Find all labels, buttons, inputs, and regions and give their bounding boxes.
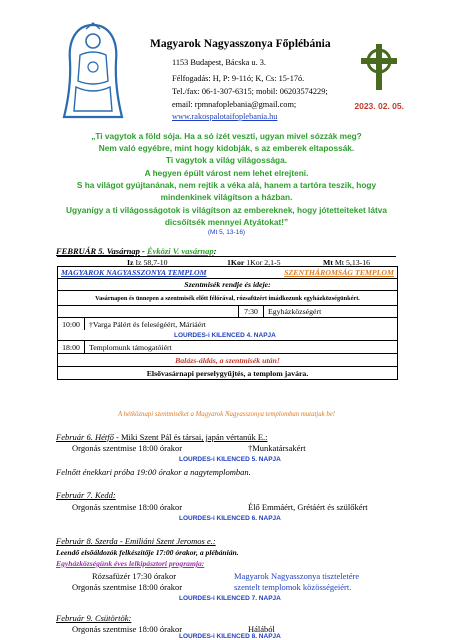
office-hours: Félfogadás: H, P: 9-11ó; K, Cs: 15-17ó. [172, 74, 305, 83]
sunday-heading: FEBRUÁR 5. Vasárnap - Évközi V. vasárnap: [56, 246, 217, 256]
mass-line: Orgonás szentmise 18:00 órakor [72, 582, 183, 592]
church-right: SZENTHÁROMSÁG TEMPLOM [284, 268, 394, 277]
website-link[interactable]: www.rakospalotaifoplebania.hu [172, 112, 278, 121]
madonna-logo-icon [58, 21, 128, 121]
weekday-note: A hétköznapi szentmiséket a Magyarok Nagyasszonya templomban mutatjuk be! [117, 411, 336, 418]
mass-line: Orgonás szentmise 18:00 órakor [72, 624, 183, 634]
quote-reference: (Mt 5, 13-16) [207, 229, 246, 236]
mass-intention: Hálából [248, 624, 275, 634]
quote-line: Nem való egyébre, mint hogy kidobják, s az emberek eltapossák. [98, 143, 355, 153]
novena-label: LOURDES-i KILENCED 4. NAPJA [174, 331, 276, 339]
quote-line: Ti vagytok a világ világossága. [165, 155, 288, 165]
phone: Tel./fax: 06-1-307-6315; mobil: 06203574229; [172, 87, 328, 96]
mass-intention: szentelt templomok közösségeiért. [234, 582, 352, 592]
quote-line: dicsőítsék mennyei Atyátokat!” [164, 217, 289, 227]
sunday-schedule-table [57, 266, 398, 380]
quote-line: „Ti vagytok a föld sója. Ha a só ízét veszti, ugyan mivel sózzák meg? [91, 131, 362, 141]
day-heading-tuesday: Február 7. Kedd: [56, 490, 116, 500]
day-heading-thursday: Február 9. Csütörtök: [56, 613, 132, 623]
novena-label: LOURDES-i KILENCED 6. NAPJA [179, 515, 281, 522]
mass-intention: Élő Emmáért, Grétáért és szülőkért [248, 502, 368, 512]
novena-label: LOURDES-i KILENCED 7. NAPJA [179, 595, 281, 602]
choir-note: Felnőtt énekkari próba 19:00 órakor a nagytemplomban. [56, 467, 251, 477]
collection-note: Elsővasárnapi perselygyűjtés, a templom javára. [146, 368, 309, 378]
first-communion-note: Leendő elsőáldozók felkészítője 17:00 órakor, a plébánián. [56, 548, 239, 557]
quote-line: Ugyanígy a ti világosságotok is világítson az embereknek, hogy jótetteiteket látva [66, 205, 387, 215]
mass-line: Orgonás szentmise 18:00 órakor [72, 443, 183, 453]
program-heading: Egyházközségünk éves lelkipásztori programja: [56, 559, 205, 568]
readings-row: Iz Iz 58,7-10 1Kor 1Kor 2,1-5 Mt Mt 5,13-16 [57, 256, 396, 257]
mass-order-title: Szentmisék rendje és ideje: [184, 280, 271, 289]
mass-intention: †Varga Pálért és feleségéért, Máriáért [89, 319, 206, 329]
mass-intention: †Munkatársakért [248, 443, 306, 453]
day-heading-monday: Február 6. Hétfő - Miki Szent Pál és társai, japán vértanúk E.: [56, 432, 268, 442]
mass-intention: Magyarok Nagyasszonya tiszteletére [234, 571, 360, 581]
quote-line: mindenkinek világítson a házban. [160, 192, 293, 202]
quote-line: A hegyen épült várost nem lehet elrejteni. [144, 168, 309, 178]
celtic-cross-icon [357, 42, 401, 92]
rosary-note: Vasárnapon és ünnepen a szentmisék előtt félórával, rózsafüzért imádkozunk egyházközségünkért. [95, 294, 360, 302]
rosary-line: Rózsafüzér 17:30 órakor [92, 571, 177, 581]
novena-label: LOURDES-i KILENCED 5. NAPJA [179, 456, 281, 463]
mass-line: Orgonás szentmise 18:00 órakor [72, 502, 183, 512]
mass-time: 18:00 [58, 341, 85, 353]
mass-intention: Egyházközségért [268, 307, 322, 316]
mass-time: 10:00 [58, 318, 85, 330]
church-left: MAGYAROK NAGYASSZONYA TEMPLOM [61, 268, 207, 277]
day-heading-wednesday: Február 8. Szerda - Emiliáni Szent Jeromos e.: [56, 536, 216, 546]
novena-label: LOURDES-i KILENCED 8. NAPJA [179, 633, 281, 640]
parish-title: Magyarok Nagyasszonya Főplébánia [150, 38, 331, 50]
mass-time: 7:30 [238, 306, 264, 317]
email: email: rpmnafoplebania@gmail.com; [172, 100, 297, 109]
address: 1153 Budapest, Bácska u. 3. [172, 58, 266, 67]
mass-intention: Templomunk támogatóiért [89, 342, 172, 352]
quote-line: S ha világot gyújtanának, nem rejtik a véka alá, hanem a tartóra teszik, hogy [76, 180, 377, 190]
blessing-note: Balázs-áldás, a szentmisék után! [175, 355, 280, 365]
bulletin-date: 2023. 02. 05. [354, 101, 404, 111]
